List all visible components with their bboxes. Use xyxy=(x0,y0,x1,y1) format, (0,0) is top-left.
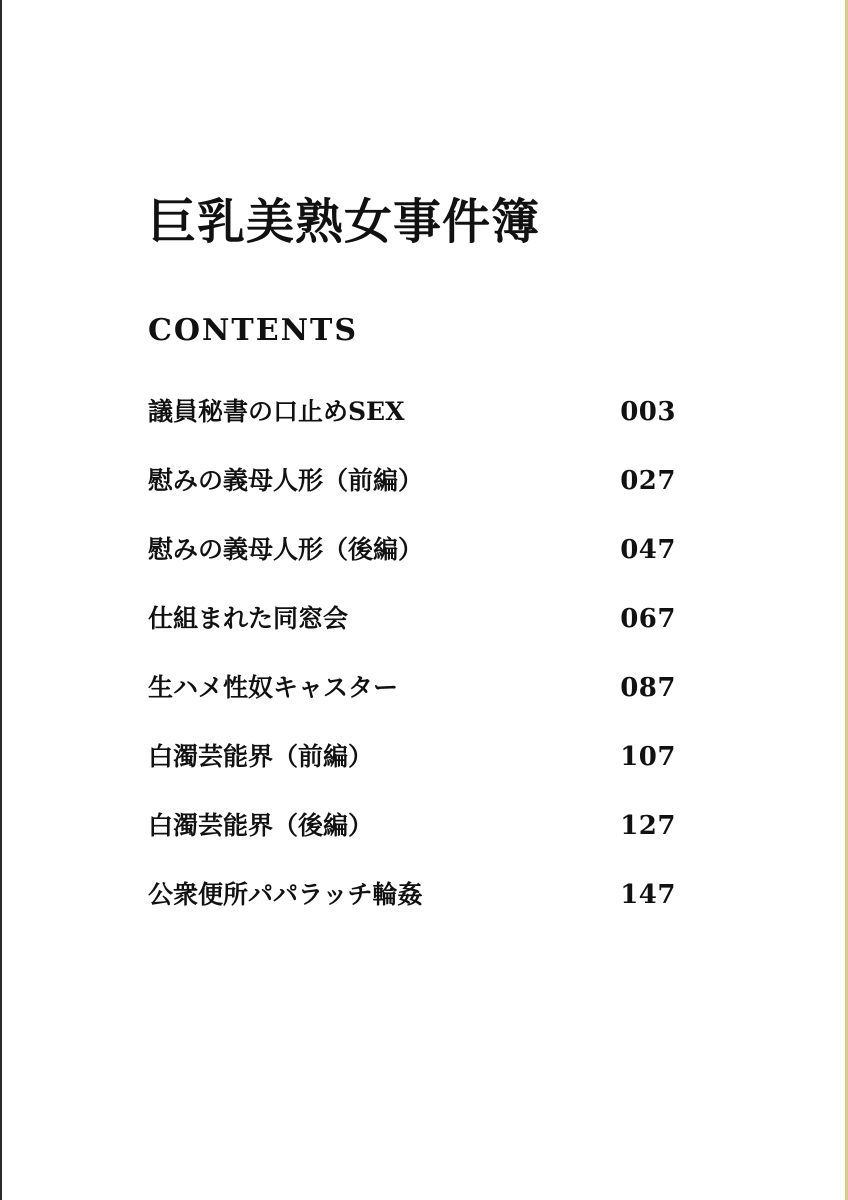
toc-entry-title: 生ハメ性奴キャスター xyxy=(148,673,399,702)
toc-entry-page: 147 xyxy=(620,880,676,910)
toc-entry-3 xyxy=(148,532,676,601)
toc-entry-title: 公衆便所パパラッチ輪姦 xyxy=(148,880,423,909)
toc-entry-page: 127 xyxy=(620,811,676,841)
toc-entry-title: 慰みの義母人形（後編） xyxy=(148,535,424,564)
toc-entry-6 xyxy=(148,739,676,808)
toc-entry-5 xyxy=(148,670,676,739)
toc-entry-7 xyxy=(148,808,676,877)
toc-entry-title: 仕組まれた同窓会 xyxy=(148,604,349,633)
toc-entry-title: 白濁芸能界（前編） xyxy=(148,742,374,771)
toc-entry-page: 003 xyxy=(620,397,676,427)
toc-entry-1 xyxy=(148,394,676,463)
toc-entry-page: 087 xyxy=(620,673,676,703)
toc-entry-8 xyxy=(148,877,676,946)
toc-entry-2 xyxy=(148,463,676,532)
toc-entry-4 xyxy=(148,601,676,670)
toc-entry-title: 議員秘書の口止めSEX xyxy=(148,397,405,426)
toc-entry-page: 027 xyxy=(620,466,676,496)
toc-entry-page: 107 xyxy=(620,742,676,772)
contents-heading: CONTENTS xyxy=(148,313,359,348)
book-title: 巨乳美熟女事件簿 xyxy=(148,194,541,250)
toc-entry-title: 慰みの義母人形（前編） xyxy=(148,466,424,495)
toc-entry-page: 047 xyxy=(620,535,676,565)
toc-entry-title: 白濁芸能界（後編） xyxy=(148,811,374,840)
table-of-contents xyxy=(148,394,676,946)
left-page-edge xyxy=(0,0,2,1200)
toc-entry-page: 067 xyxy=(620,604,676,634)
